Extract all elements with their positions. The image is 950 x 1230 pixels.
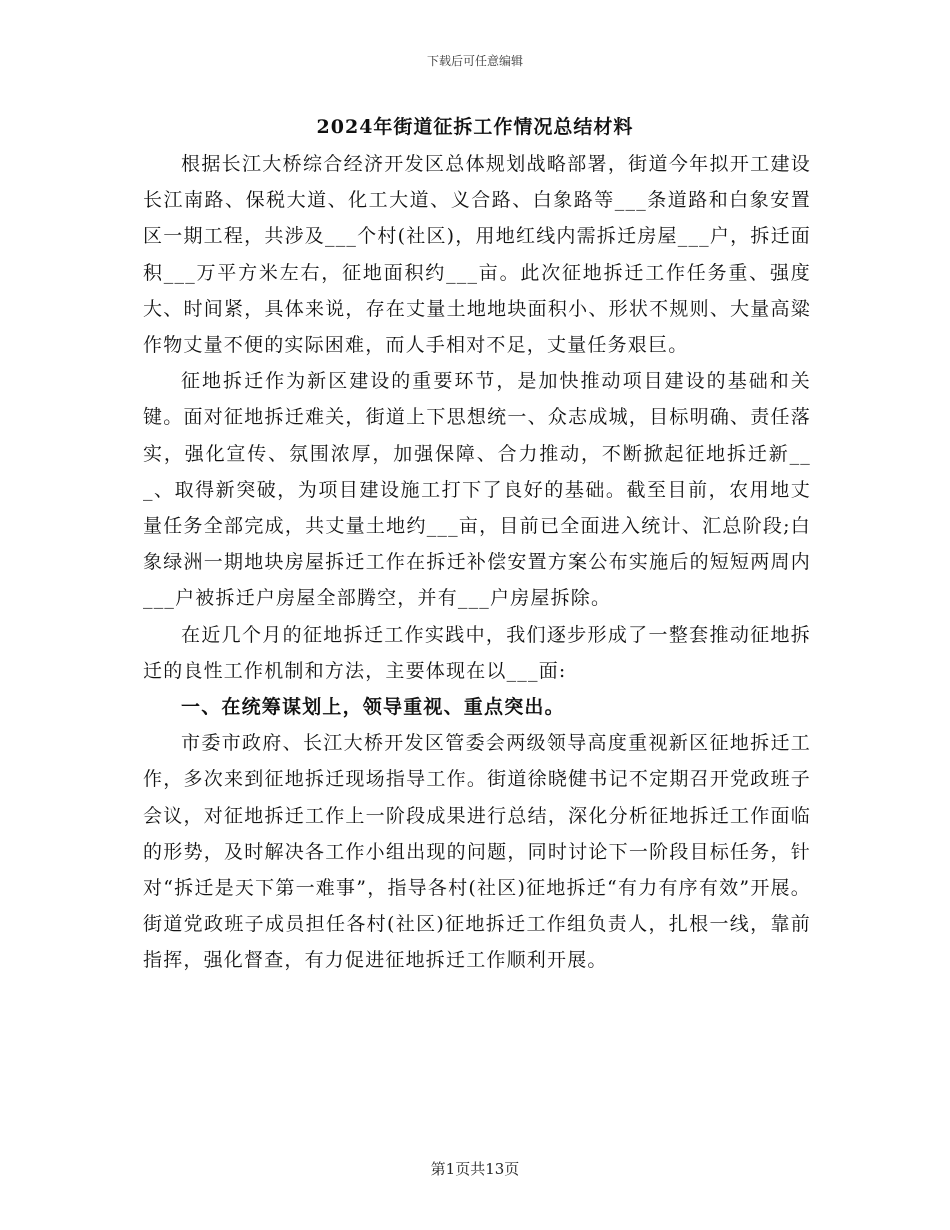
paragraph-intro: 根据长江大桥综合经济开发区总体规划战略部署，街道今年拟开工建设长江南路、保税大道、化工大道、义合路、白象路等___条道路和白象安置区一期工程，共涉及___个村(社区)，用地红线内需拆迁房屋___户，拆迁面积___万平方米左右，征地面积约___亩。此次征地拆迁工作任务重、强度大、时间紧，具体来说，存在丈量土地地块面积小、形状不规则、大量高粱作物丈量不便的实际困难，而人手相对不足，丈量任务艰巨。 [143,153,811,357]
page-number-footer: 第1页共13页 [430,1160,520,1178]
paragraph-progress: 征地拆迁作为新区建设的重要环节，是加快推动项目建设的基础和关键。面对征地拆迁难关，街道上下思想统一、众志成城，目标明确、责任落实，强化宣传、氛围浓厚，加强保障、合力推动，不断掀起征地拆迁新___、取得新突破，为项目建设施工打下了良好的基础。截至目前，农用地丈量任务全部完成，共丈量土地约___亩，目前已全面进入统计、汇总阶段;白象绿洲一期地块房屋拆迁工作在拆迁补偿安置方案公布实施后的短短两周内___户被拆迁户房屋全部腾空，并有___户房屋拆除。 [143,370,811,610]
paragraph-mechanism: 在近几个月的征地拆迁工作实践中，我们逐步形成了一整套推动征地拆迁的良性工作机制和方法，主要体现在以___面: [143,623,811,682]
document-title: 2024年街道征拆工作情况总结材料 [316,116,634,138]
section-heading-1: 一、在统筹谋划上，领导重视、重点突出。 [181,696,565,719]
document-body [143,146,811,979]
page-header-note: 下载后可任意编辑 [426,54,523,68]
paragraph-leadership: 市委市政府、长江大桥开发区管委会两级领导高度重视新区征地拆迁工作，多次来到征地拆迁现场指导工作。街道徐晓健书记不定期召开党政班子会议，对征地拆迁工作上一阶段成果进行总结，深化分析征地拆迁工作面临的形势，及时解决各工作小组出现的问题，同时讨论下一阶段目标任务，针对“拆迁是天下第一难事”，指导各村(社区)征地拆迁“有力有序有效”开展。街道党政班子成员担任各村(社区)征地拆迁工作组负责人，扎根一线，靠前指挥，强化督查，有力促进征地拆迁工作顺利开展。 [143,732,811,972]
